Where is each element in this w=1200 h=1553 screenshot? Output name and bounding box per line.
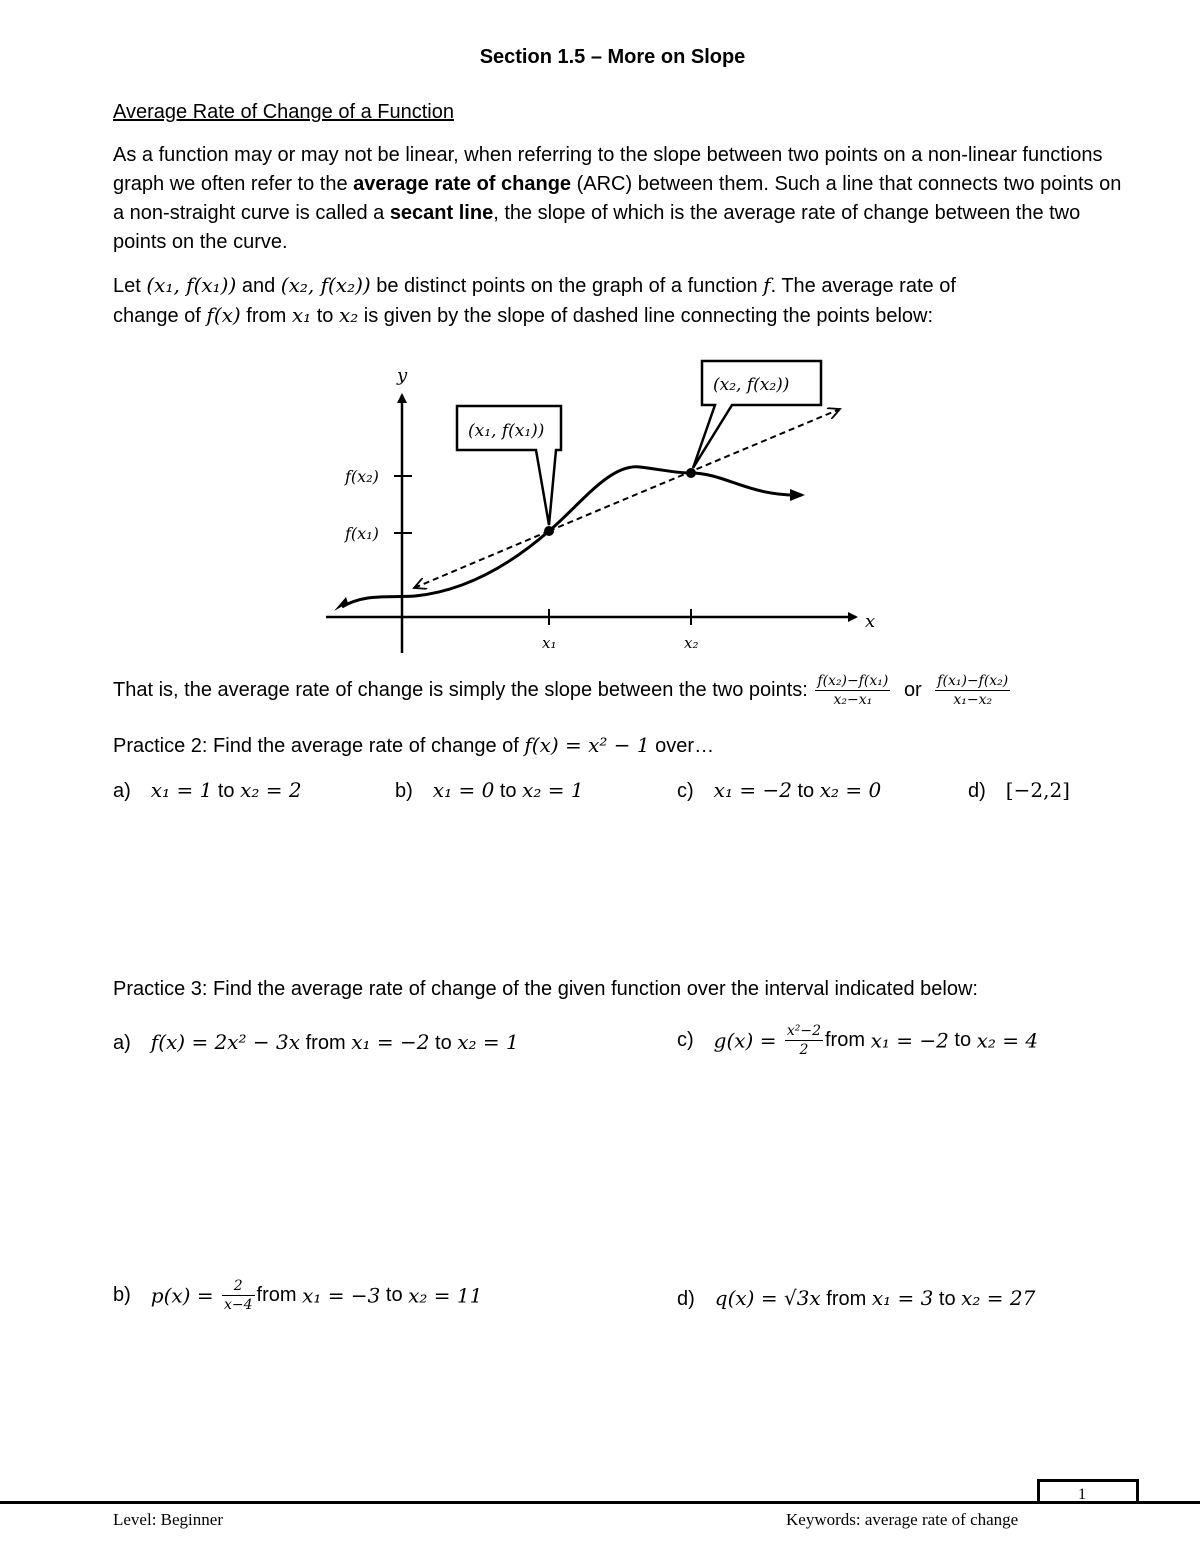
practice-2-item-a: a) x₁ = 1 to x₂ = 2	[113, 778, 302, 802]
point-x2-marker	[686, 468, 696, 478]
page-number-box	[1037, 1479, 1139, 1502]
practice-3-prompt: Practice 3: Find the average rate of change of the given function over the interval indicated below:	[113, 978, 978, 1000]
practice-2-item-b: b) x₁ = 0 to x₂ = 1	[395, 778, 584, 802]
intro-text-2: (ARC) between them. Such a line that connects two points on a non-straight curve is called a	[113, 173, 1122, 224]
practice-3-b-fraction: $\frac{2}{x-4}$	[223, 1278, 253, 1313]
point-2-notation: (x₂, f(x₂))	[280, 273, 371, 297]
def-x1: x₁	[291, 303, 312, 327]
footer-rule	[0, 1501, 1200, 1504]
definition-paragraph	[113, 271, 1123, 331]
def-change-of: change of	[113, 305, 207, 327]
point-x1-marker	[544, 526, 554, 536]
secant-line-left	[414, 531, 549, 588]
curve-arrow-right	[790, 489, 805, 501]
intro-text-1: As a function may or may not be linear, when referring to the slope between two points on a non-linear functions graph we often refer to the	[113, 144, 1103, 195]
tick-label-x2: x₂	[684, 634, 699, 652]
function-curve	[342, 467, 802, 607]
def-avg-rate: . The average rate of	[770, 275, 956, 297]
practice-3-item-b: b) p(x) = $\frac{2}{x-4}$ from x₁ = −3 to x₂ = 11	[113, 1278, 483, 1313]
x-axis-label: x	[865, 611, 876, 632]
footer-keywords: Keywords: average rate of change	[786, 1510, 1019, 1529]
callout-point-2-label: (x₂, f(x₂))	[713, 375, 790, 395]
def-from: from	[240, 305, 292, 327]
practice-2-item-d: d) [−2,2]	[968, 778, 1070, 802]
that-is-text: That is, the average rate of change is simply the slope between the two points:	[113, 679, 808, 701]
page-title: Section 1.5 – More on Slope	[479, 46, 746, 68]
that-is-line	[113, 672, 1012, 709]
practice-2-function: f(x) = x² − 1	[524, 733, 650, 757]
term-secant-line: secant line	[389, 202, 494, 224]
tick-label-fx1: f(x₁)	[345, 524, 379, 543]
practice-3-item-d: d) q(x) = √3x from x₁ = 3 to x₂ = 27	[677, 1286, 1036, 1310]
y-axis-label: y	[397, 365, 408, 386]
def-let: Let	[113, 275, 147, 297]
def-and: and	[236, 275, 281, 297]
def-given-by: is given by the slope of dashed line connecting the points below:	[358, 305, 934, 327]
point-1-notation: (x₁, f(x₁))	[146, 273, 237, 297]
def-to: to	[311, 305, 339, 327]
def-f-of-x: f(x)	[206, 303, 241, 327]
or-text: or	[903, 679, 922, 701]
practice-3-c-fraction: $\frac{\text{x²−2}}{2}$	[786, 1023, 821, 1058]
practice-2-item-c: c) x₁ = −2 to x₂ = 0	[677, 778, 882, 802]
footer-level: Level: Beginner	[113, 1510, 223, 1529]
intro-paragraph	[113, 141, 1123, 257]
practice-2-prompt: Practice 2: Find the average rate of change of f(x) = x² − 1 over…	[113, 733, 715, 757]
secant-line-graph	[320, 355, 890, 660]
practice-3-item-a: a) f(x) = 2x² − 3x from x₁ = −2 to x₂ = 1	[113, 1030, 519, 1054]
curve-arrow-left	[334, 597, 348, 611]
term-average-rate-of-change: average rate of change	[353, 173, 572, 195]
slope-formula-2: $\frac{\text{f(x₁)−f(x₂)}}{\text{x₁−x₂}}$	[937, 673, 1009, 708]
callout-point-1-label: (x₁, f(x₁))	[468, 421, 545, 441]
def-x2: x₂	[338, 303, 359, 327]
intro-text-3: , the slope of which is the average rate of change between the two points on the curve.	[113, 202, 1081, 253]
def-be-distinct: be distinct points on the graph of a function	[370, 275, 764, 297]
page-number: 1	[1078, 1486, 1086, 1503]
slope-formula-1: $\frac{\text{f(x₂)−f(x₁)}}{\text{x₂−x₁}}$	[817, 673, 889, 708]
def-f: f	[763, 273, 771, 297]
practice-3-item-c: c) g(x) = $\frac{\text{x²−2}}{2}$ from x₁ = −2 to x₂ = 4	[677, 1023, 1039, 1058]
tick-label-fx2: f(x₂)	[345, 467, 379, 486]
section-subheading: Average Rate of Change of a Function	[113, 101, 454, 123]
tick-label-x1: x₁	[542, 634, 557, 652]
